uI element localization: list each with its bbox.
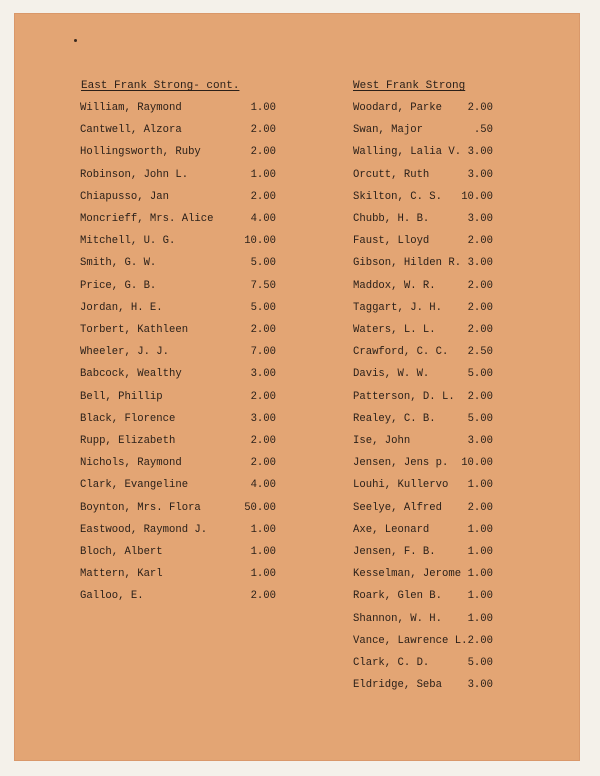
contribution-amount: 2.00 xyxy=(467,102,493,114)
contribution-amount: 2.00 xyxy=(467,280,493,292)
contributor-name: Torbert, Kathleen xyxy=(80,324,189,336)
contributor-name: Black, Florence xyxy=(80,413,176,425)
contribution-amount: 4.00 xyxy=(250,479,276,491)
contribution-amount: 1.00 xyxy=(467,568,493,580)
contributor-name: Eldridge, Seba xyxy=(353,679,443,691)
contributor-name: Galloo, E. xyxy=(80,590,144,602)
contributor-name: Kesselman, Jerome xyxy=(353,568,462,580)
contributor-name: Rupp, Elizabeth xyxy=(80,435,176,447)
contribution-amount: 10.00 xyxy=(461,191,493,203)
contribution-amount: 7.50 xyxy=(250,280,276,292)
contribution-amount: 1.00 xyxy=(467,524,493,536)
contribution-amount: 1.00 xyxy=(467,613,493,625)
contributor-name: Waters, L. L. xyxy=(353,324,436,336)
contribution-amount: 7.00 xyxy=(250,346,276,358)
contributor-name: Davis, W. W. xyxy=(353,368,430,380)
contributor-name: Faust, Lloyd xyxy=(353,235,430,247)
contributor-name: Crawford, C. C. xyxy=(353,346,449,358)
contribution-amount: 3.00 xyxy=(467,169,493,181)
contributor-name: Seelye, Alfred xyxy=(353,502,443,514)
contributor-name: Cantwell, Alzora xyxy=(80,124,182,136)
contribution-amount: 1.00 xyxy=(467,546,493,558)
contributor-name: Taggart, J. H. xyxy=(353,302,443,314)
contribution-amount: 2.00 xyxy=(467,235,493,247)
contributor-name: Robinson, John L. xyxy=(80,169,189,181)
contribution-amount: 2.00 xyxy=(467,324,493,336)
contribution-amount: 1.00 xyxy=(467,479,493,491)
contributor-name: Bloch, Albert xyxy=(80,546,163,558)
contributor-name: Chubb, H. B. xyxy=(353,213,430,225)
contribution-amount: 4.00 xyxy=(250,213,276,225)
contributor-name: Roark, Glen B. xyxy=(353,590,443,602)
contributor-name: William, Raymond xyxy=(80,102,182,114)
west-frank-strong-heading: West Frank Strong xyxy=(353,80,466,92)
east-frank-strong-heading: East Frank Strong- cont. xyxy=(81,80,240,92)
contributor-name: Ise, John xyxy=(353,435,411,447)
contribution-amount: 3.00 xyxy=(250,368,276,380)
contribution-amount: 3.00 xyxy=(250,413,276,425)
contribution-amount: 5.00 xyxy=(250,257,276,269)
contribution-amount: 5.00 xyxy=(250,302,276,314)
contribution-amount: 2.00 xyxy=(467,635,493,647)
contributor-name: Mattern, Karl xyxy=(80,568,163,580)
stray-mark xyxy=(74,39,77,42)
contributor-name: Jensen, Jens p. xyxy=(353,457,449,469)
contribution-amount: 2.00 xyxy=(250,590,276,602)
contributor-name: Clark, C. D. xyxy=(353,657,430,669)
contributor-name: Axe, Leonard xyxy=(353,524,430,536)
contributor-name: Patterson, D. L. xyxy=(353,391,455,403)
contributor-name: Shannon, W. H. xyxy=(353,613,443,625)
contributor-name: Mitchell, U. G. xyxy=(80,235,176,247)
contributor-name: Price, G. B. xyxy=(80,280,157,292)
contributor-name: Bell, Phillip xyxy=(80,391,163,403)
contribution-amount: 3.00 xyxy=(467,435,493,447)
contribution-amount: 2.00 xyxy=(250,457,276,469)
contribution-amount: 1.00 xyxy=(250,568,276,580)
contributor-name: Clark, Evangeline xyxy=(80,479,189,491)
contributor-name: Walling, Lalia V. xyxy=(353,146,462,158)
contribution-amount: 2.00 xyxy=(467,391,493,403)
contribution-amount: 2.00 xyxy=(250,435,276,447)
contributor-name: Realey, C. B. xyxy=(353,413,436,425)
contributor-name: Swan, Major xyxy=(353,124,423,136)
contributor-name: Moncrieff, Mrs. Alice xyxy=(80,213,214,225)
contributor-name: Hollingsworth, Ruby xyxy=(80,146,201,158)
contribution-amount: .50 xyxy=(473,124,493,136)
contributor-name: Nichols, Raymond xyxy=(80,457,182,469)
contribution-amount: 1.00 xyxy=(250,546,276,558)
contributor-name: Louhi, Kullervo xyxy=(353,479,449,491)
contributor-name: Jordan, H. E. xyxy=(80,302,163,314)
contribution-amount: 2.00 xyxy=(250,124,276,136)
contributor-name: Chiapusso, Jan xyxy=(80,191,170,203)
contribution-amount: 2.00 xyxy=(250,391,276,403)
contribution-amount: 10.00 xyxy=(461,457,493,469)
contribution-amount: 3.00 xyxy=(467,679,493,691)
contribution-amount: 5.00 xyxy=(467,368,493,380)
contributor-name: Smith, G. W. xyxy=(80,257,157,269)
contribution-amount: 2.00 xyxy=(467,502,493,514)
contribution-amount: 2.00 xyxy=(250,324,276,336)
contributor-name: Eastwood, Raymond J. xyxy=(80,524,208,536)
contribution-amount: 1.00 xyxy=(250,169,276,181)
contributor-name: Vance, Lawrence L. xyxy=(353,635,468,647)
contributor-name: Gibson, Hilden R. xyxy=(353,257,462,269)
contribution-amount: 1.00 xyxy=(250,102,276,114)
contributor-name: Orcutt, Ruth xyxy=(353,169,430,181)
contributor-name: Jensen, F. B. xyxy=(353,546,436,558)
contribution-amount: 5.00 xyxy=(467,413,493,425)
contributor-name: Woodard, Parke xyxy=(353,102,443,114)
contribution-amount: 10.00 xyxy=(244,235,276,247)
contribution-amount: 3.00 xyxy=(467,213,493,225)
contribution-amount: 3.00 xyxy=(467,146,493,158)
contribution-amount: 2.50 xyxy=(467,346,493,358)
contributor-name: Boynton, Mrs. Flora xyxy=(80,502,201,514)
contribution-amount: 1.00 xyxy=(250,524,276,536)
typed-page xyxy=(14,13,580,761)
contributor-name: Skilton, C. S. xyxy=(353,191,443,203)
contribution-amount: 2.00 xyxy=(250,146,276,158)
contribution-amount: 5.00 xyxy=(467,657,493,669)
contributor-name: Maddox, W. R. xyxy=(353,280,436,292)
contributor-name: Babcock, Wealthy xyxy=(80,368,182,380)
contribution-amount: 2.00 xyxy=(467,302,493,314)
contribution-amount: 2.00 xyxy=(250,191,276,203)
contribution-amount: 1.00 xyxy=(467,590,493,602)
contributor-name: Wheeler, J. J. xyxy=(80,346,170,358)
contribution-amount: 50.00 xyxy=(244,502,276,514)
contribution-amount: 3.00 xyxy=(467,257,493,269)
